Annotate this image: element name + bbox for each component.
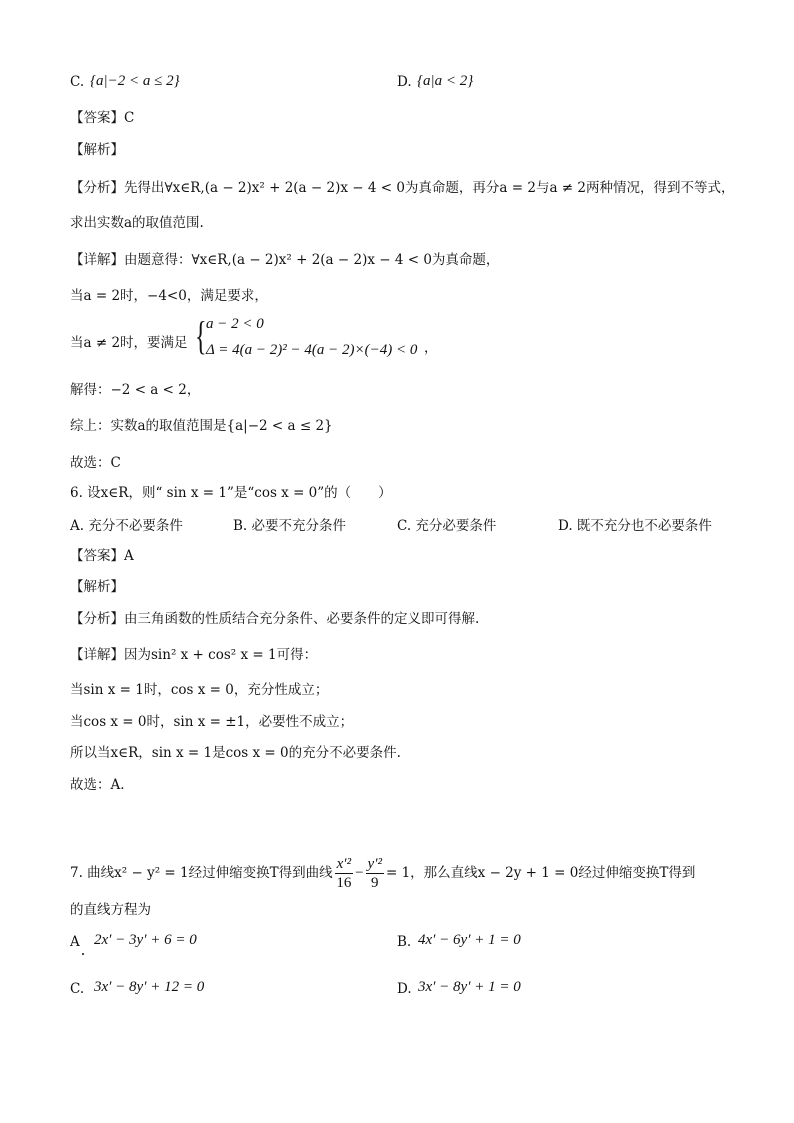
q7-fraction-x-den: 16 [336, 875, 352, 891]
q7-stem-line2: 的直线方程为 [70, 902, 151, 918]
q6-option-d: D. 既不充分也不必要条件 [558, 518, 712, 534]
q7-option-b-letter: B. [397, 934, 412, 950]
q5-summary: 综上：实数a的取值范围是{a|−2 < a ≤ 2} [70, 418, 333, 434]
q7-stem-line1 [70, 853, 695, 893]
q5-case2-prefix: 当a ≠ 2时，要满足 [70, 335, 188, 351]
q5-option-c-math: {a|−2 < a ≤ 2} [90, 73, 180, 89]
q6-answer: 【答案】A [70, 548, 134, 564]
q7-stem-prefix: 7. 曲线x² − y² = 1经过伸缩变换T得到曲线 [70, 865, 333, 881]
q5-case1: 当a = 2时，−4<0，满足要求， [70, 288, 268, 304]
q5-option-c-letter: C. [70, 74, 85, 90]
q6-stem: 6. 设x∈R，则“ sin x = 1”是“cos x = 0”的（ ） [70, 485, 392, 501]
q5-answer: 【答案】C [70, 110, 135, 126]
q7-option-b-math: 4x′ − 6y′ + 1 = 0 [418, 932, 521, 948]
q5-analysis-line2: 求出实数a的取值范围. [70, 215, 204, 231]
q6-detail-line2: 当sin x = 1时，cos x = 0，充分性成立； [70, 682, 329, 698]
q7-option-c-math: 3x′ − 8y′ + 12 = 0 [94, 979, 205, 995]
q5-case2-suffix: ， [424, 340, 438, 356]
q7-option-d-math: 3x′ − 8y′ + 1 = 0 [418, 979, 521, 995]
q7-fraction-y [366, 855, 384, 892]
q7-option-a-math: 2x′ − 3y′ + 6 = 0 [94, 932, 197, 948]
q6-option-a: A. 充分不必要条件 [70, 518, 183, 534]
q7-fraction-x [335, 855, 353, 892]
q5-jiexi-heading: 【解析】 [70, 142, 124, 158]
q5-detail-line1: 【详解】由题意得：∀x∈R,(a − 2)x² + 2(a − 2)x − 4 < 0为真命题， [70, 252, 500, 268]
q6-jiexi-heading: 【解析】 [70, 579, 124, 595]
q7-option-d-letter: D. [397, 981, 412, 997]
q7-option-a-letter: A [70, 934, 80, 950]
system-brace-icon: { [195, 313, 207, 358]
q6-detail-line3: 当cos x = 0时，sin x = ±1，必要性不成立； [70, 714, 354, 730]
q6-analysis: 【分析】由三角函数的性质结合充分条件、必要条件的定义即可得解. [70, 611, 480, 627]
q7-fraction-y-den: 9 [371, 875, 379, 891]
q7-fraction-y-num: y′² [367, 856, 382, 872]
q7-fraction-x-num: x′² [336, 856, 352, 872]
q7-minus: − [355, 865, 364, 881]
q6-choose: 故选：A. [70, 777, 125, 793]
q5-case2-row2: Δ = 4(a − 2)² − 4(a − 2)×(−4) < 0 [206, 342, 418, 358]
q6-option-b: B. 必要不充分条件 [233, 518, 347, 534]
q5-choose: 故选：C [70, 455, 121, 471]
q7-stem-suffix: = 1，那么直线x − 2y + 1 = 0经过伸缩变换T得到 [385, 865, 696, 881]
q6-detail-line4: 所以当x∈R，sin x = 1是cos x = 0的充分不必要条件. [70, 745, 401, 761]
stray-dot-icon [82, 953, 84, 955]
q5-option-d-math: {a|a < 2} [417, 73, 474, 89]
q5-analysis-line1: 【分析】先得出∀x∈R,(a − 2)x² + 2(a − 2)x − 4 < 0为真命题，再分a = 2与a ≠ 2两种情况，得到不等式， [70, 180, 735, 196]
q6-option-c: C. 充分必要条件 [397, 518, 497, 534]
q6-detail-line1: 【详解】因为sin² x + cos² x = 1可得： [70, 647, 318, 663]
q5-option-d-letter: D. [397, 74, 412, 90]
q5-solve: 解得：−2 < a < 2， [70, 382, 201, 398]
q5-case2-row1: a − 2 < 0 [206, 316, 264, 332]
q7-option-c-letter: C. [70, 981, 85, 997]
